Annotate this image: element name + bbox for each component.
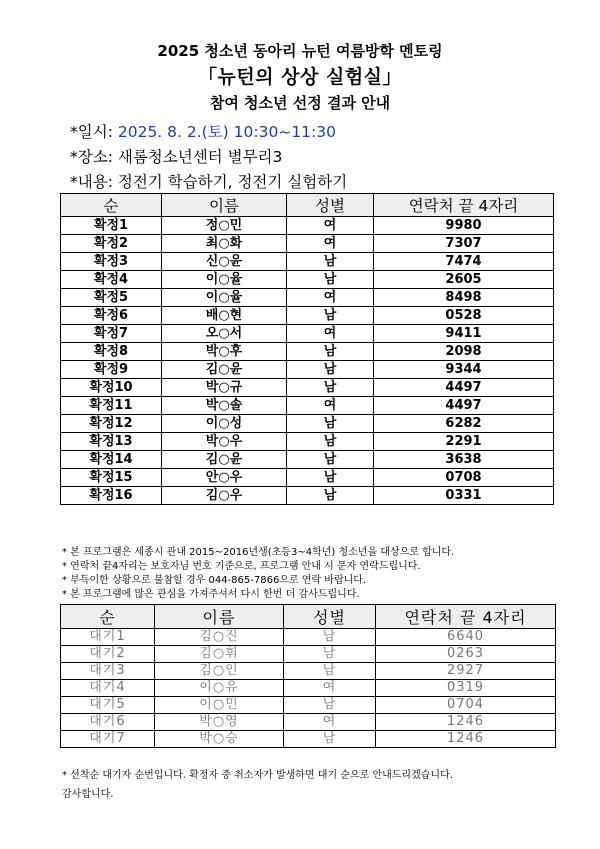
cell-gender: 남 — [284, 629, 376, 646]
cell-phone: 4497 — [374, 379, 554, 397]
table-row — [61, 415, 554, 433]
col-header-phone: 연락처 끝 4자리 — [374, 194, 554, 217]
confirmed-table — [60, 193, 554, 505]
col-header-name: 이름 — [162, 194, 287, 217]
cell-phone: 0331 — [374, 487, 554, 505]
cell-order: 확정12 — [61, 415, 162, 433]
cell-order: 확정9 — [61, 361, 162, 379]
info-place: *장소: 새롬청소년센터 별무리3 — [70, 148, 283, 166]
cell-phone: 6282 — [374, 415, 554, 433]
cell-phone: 2098 — [374, 343, 554, 361]
cell-gender: 남 — [284, 731, 376, 748]
cell-gender: 남 — [287, 361, 374, 379]
table-row — [61, 343, 554, 361]
cell-phone: 0528 — [374, 307, 554, 325]
cell-phone: 9411 — [374, 325, 554, 343]
col-header-gender: 성별 — [284, 605, 376, 629]
cell-phone: 0708 — [374, 469, 554, 487]
cell-gender: 남 — [287, 415, 374, 433]
info-date — [70, 120, 336, 142]
cell-name: 김○윤 — [162, 451, 287, 469]
table-row — [61, 433, 554, 451]
table-row — [61, 663, 556, 680]
cell-order: 대기1 — [61, 629, 155, 646]
cell-order: 대기6 — [61, 714, 155, 731]
cell-gender: 여 — [284, 680, 376, 697]
cell-phone: 4497 — [374, 397, 554, 415]
cell-phone: 2605 — [374, 271, 554, 289]
cell-gender: 남 — [284, 663, 376, 680]
cell-name: 박○우 — [162, 433, 287, 451]
table-row — [61, 469, 554, 487]
col-header-order: 순 — [61, 194, 162, 217]
cell-name: 김○윤 — [162, 361, 287, 379]
table-row — [61, 714, 556, 731]
info-content: *내용: 정전기 학습하기, 정전기 실험하기 — [70, 173, 348, 191]
title-program-name: 「뉴턴의 상상 실험실」 — [197, 66, 403, 88]
note-eligibility: * 본 프로그램은 세종시 관내 2015~2016년생(초등3~4학년) 청소년을 대상으로 합니다. — [62, 547, 455, 558]
cell-name: 김○인 — [155, 663, 284, 680]
cell-gender: 여 — [287, 217, 374, 235]
table-row — [61, 253, 554, 271]
table-row — [61, 680, 556, 697]
cell-name: 최○화 — [162, 235, 287, 253]
cell-name: 이○율 — [162, 271, 287, 289]
table-row — [61, 646, 556, 663]
cell-order: 확정10 — [61, 379, 162, 397]
cell-order: 확정1 — [61, 217, 162, 235]
title-line1: 2025 청소년 동아리 뉴턴 여름방학 멘토링 — [157, 42, 443, 60]
note-thanks: * 본 프로그램에 많은 관심을 가져주셔서 다시 한번 더 감사드립니다. — [62, 589, 360, 600]
cell-order: 대기3 — [61, 663, 155, 680]
cell-gender: 남 — [287, 451, 374, 469]
cell-name: 이○성 — [162, 415, 287, 433]
cell-phone: 3638 — [374, 451, 554, 469]
footer-waiting-note: * 선착순 대기자 순번입니다. 확정자 중 취소자가 발생하면 대기 순으로 안내드리겠습니다. — [62, 770, 453, 781]
cell-gender: 여 — [287, 325, 374, 343]
cell-phone: 0704 — [376, 697, 556, 714]
cell-phone: 7307 — [374, 235, 554, 253]
table-row — [61, 451, 554, 469]
cell-phone: 2927 — [376, 663, 556, 680]
table-row — [61, 217, 554, 235]
cell-gender: 남 — [287, 307, 374, 325]
footer-thanks: 감사합니다. — [62, 789, 114, 800]
cell-name: 이○유 — [155, 680, 284, 697]
col-header-gender: 성별 — [287, 194, 374, 217]
cell-order: 확정5 — [61, 289, 162, 307]
cell-gender: 여 — [287, 289, 374, 307]
cell-order: 확정4 — [61, 271, 162, 289]
cell-gender: 여 — [287, 397, 374, 415]
cell-gender: 남 — [287, 379, 374, 397]
cell-order: 대기5 — [61, 697, 155, 714]
cell-order: 확정8 — [61, 343, 162, 361]
cell-name: 박○후 — [162, 343, 287, 361]
table-row — [61, 379, 554, 397]
cell-gender: 남 — [287, 253, 374, 271]
cell-phone: 0319 — [376, 680, 556, 697]
cell-order: 확정16 — [61, 487, 162, 505]
cell-gender: 남 — [287, 433, 374, 451]
cell-name: 박○솔 — [162, 397, 287, 415]
cell-phone: 8498 — [374, 289, 554, 307]
cell-name: 김○우 — [162, 487, 287, 505]
cell-name: 김○진 — [155, 629, 284, 646]
table-row — [61, 235, 554, 253]
cell-phone: 1246 — [376, 714, 556, 731]
cell-name: 정○민 — [162, 217, 287, 235]
col-header-name: 이름 — [155, 605, 284, 629]
cell-name: 박○규 — [162, 379, 287, 397]
table-row — [61, 307, 554, 325]
table-row — [61, 271, 554, 289]
cell-phone: 6640 — [376, 629, 556, 646]
cell-phone: 7474 — [374, 253, 554, 271]
cell-gender: 남 — [287, 343, 374, 361]
table-row — [61, 697, 556, 714]
cell-phone: 9344 — [374, 361, 554, 379]
cell-gender: 남 — [284, 697, 376, 714]
cell-name: 김○휘 — [155, 646, 284, 663]
waiting-table — [60, 604, 556, 748]
table-row — [61, 487, 554, 505]
table-row — [61, 361, 554, 379]
cell-gender: 남 — [284, 646, 376, 663]
cell-gender: 여 — [287, 235, 374, 253]
col-header-phone: 연락처 끝 4자리 — [376, 605, 556, 629]
cell-order: 확정2 — [61, 235, 162, 253]
cell-gender: 남 — [287, 469, 374, 487]
waiting-header-row — [61, 605, 556, 629]
cell-order: 확정15 — [61, 469, 162, 487]
table-row — [61, 629, 556, 646]
cell-order: 확정13 — [61, 433, 162, 451]
table-row — [61, 731, 556, 748]
note-contact: * 연락처 끝4자리는 보호자님 번호 기준으로, 프로그램 안내 시 문자 연락드립니다. — [62, 561, 421, 572]
cell-order: 대기4 — [61, 680, 155, 697]
cell-name: 박○영 — [155, 714, 284, 731]
confirmed-header-row — [61, 194, 554, 217]
cell-phone: 2291 — [374, 433, 554, 451]
cell-order: 확정11 — [61, 397, 162, 415]
cell-name: 박○승 — [155, 731, 284, 748]
col-header-order: 순 — [61, 605, 155, 629]
cell-order: 확정6 — [61, 307, 162, 325]
cell-order: 확정3 — [61, 253, 162, 271]
cell-order: 대기2 — [61, 646, 155, 663]
title-subtitle: 참여 청소년 선정 결과 안내 — [209, 94, 391, 112]
table-row — [61, 325, 554, 343]
cell-order: 확정7 — [61, 325, 162, 343]
cell-name: 오○서 — [162, 325, 287, 343]
table-row — [61, 289, 554, 307]
info-date-label: *일시: — [70, 123, 118, 141]
note-absence: * 부득이한 상황으로 불참할 경우 044-865-7866으로 연락 바랍니다. — [62, 575, 367, 586]
cell-name: 신○윤 — [162, 253, 287, 271]
cell-order: 확정14 — [61, 451, 162, 469]
cell-name: 이○율 — [162, 289, 287, 307]
cell-gender: 남 — [287, 487, 374, 505]
cell-phone: 9980 — [374, 217, 554, 235]
cell-order: 대기7 — [61, 731, 155, 748]
cell-gender: 여 — [284, 714, 376, 731]
info-date-value: 2025. 8. 2.(토) 10:30~11:30 — [117, 123, 336, 141]
cell-phone: 0263 — [376, 646, 556, 663]
cell-gender: 남 — [287, 271, 374, 289]
cell-name: 이○민 — [155, 697, 284, 714]
cell-name: 배○현 — [162, 307, 287, 325]
table-row — [61, 397, 554, 415]
cell-phone: 1246 — [376, 731, 556, 748]
cell-name: 안○우 — [162, 469, 287, 487]
